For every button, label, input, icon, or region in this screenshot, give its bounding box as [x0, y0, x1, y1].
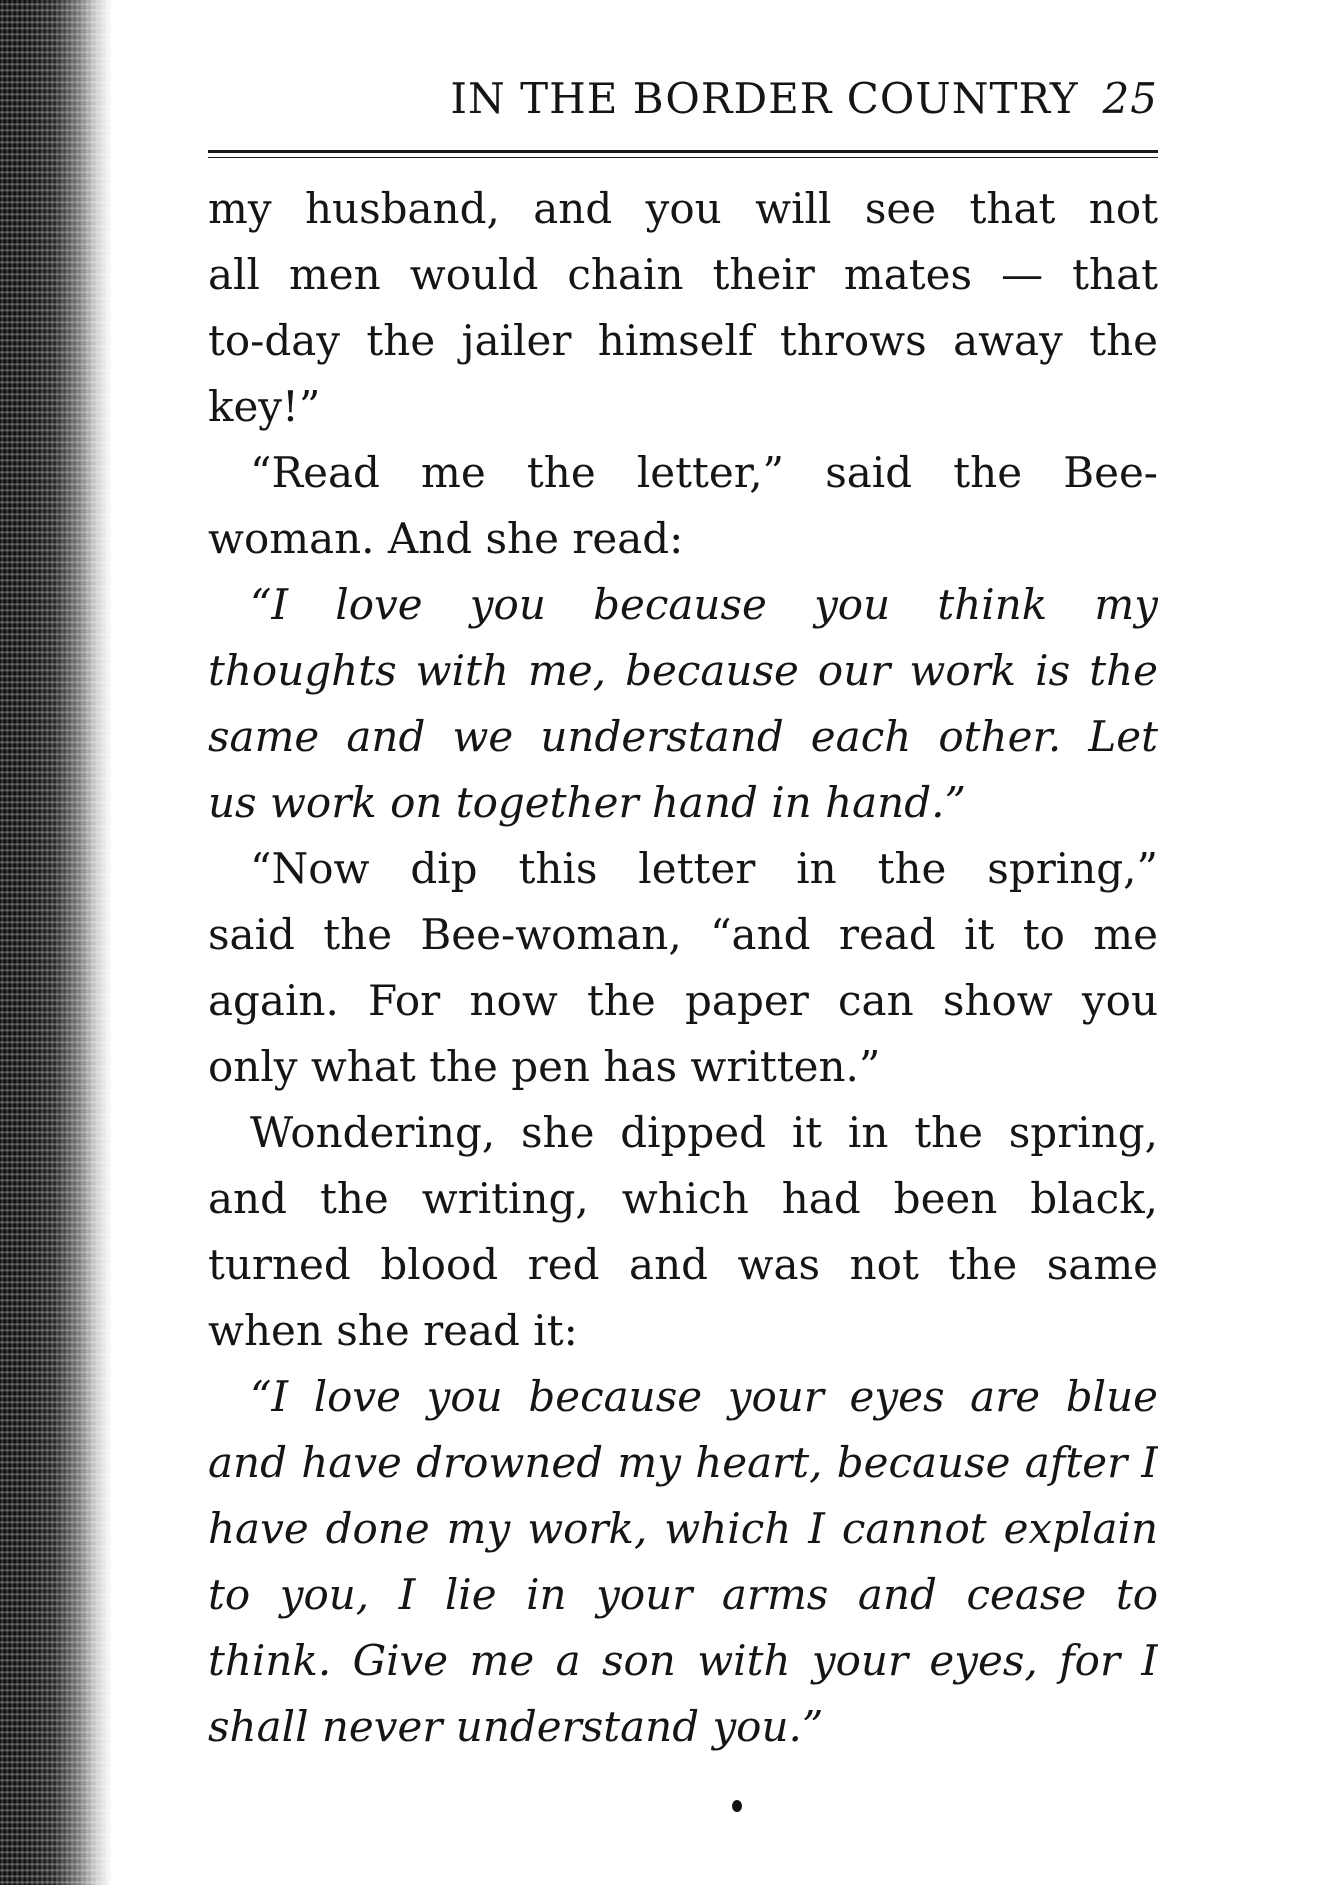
letter-line: have done my work, which I cannot explain [208, 1504, 1158, 1553]
text-line: Wondering, she dipped it in the spring, [250, 1108, 1158, 1157]
text-line: “Read me the letter,” said the Bee- [250, 448, 1158, 497]
text-line: turned blood red and was not the same [208, 1240, 1158, 1289]
running-head [208, 74, 1158, 140]
scanned-binding-edge [0, 0, 112, 1885]
text-line: to-day the jailer himself throws away the [208, 316, 1158, 365]
letter-line: to you, I lie in your arms and cease to [208, 1570, 1158, 1619]
letter-line: “I love you because you think my [250, 580, 1158, 629]
letter-line: thoughts with me, because our work is the [208, 646, 1158, 695]
text-line: “Now dip this letter in the spring,” [250, 844, 1158, 893]
letter-line: and have drowned my heart, because after I [208, 1438, 1158, 1487]
page-number: 25 [1102, 74, 1158, 123]
body-text [208, 176, 1158, 1760]
text-line: when she read it: [208, 1306, 578, 1355]
text-line: again. For now the paper can show you [208, 976, 1158, 1025]
text-line: said the Bee-woman, “and read it to me [208, 910, 1158, 959]
text-line: and the writing, which had been black, [208, 1174, 1158, 1223]
text-line: all men would chain their mates — that [208, 250, 1158, 299]
book-page [208, 74, 1158, 1760]
text-line: key!” [208, 382, 321, 431]
text-line: my husband, and you will see that not [208, 184, 1158, 233]
letter-line: same and we understand each other. Let [208, 712, 1158, 761]
running-title: IN THE BORDER COUNTRY [450, 74, 1079, 123]
letter-line: us work on together hand in hand.” [208, 778, 966, 827]
letter-line: “I love you because your eyes are blue [250, 1372, 1158, 1421]
text-line: woman. And she read: [208, 514, 684, 563]
ink-dot-mark [732, 1800, 742, 1812]
letter-line: shall never understand you.” [208, 1702, 824, 1751]
header-rule-thick [208, 150, 1158, 153]
text-line: only what the pen has written.” [208, 1042, 881, 1091]
letter-line: think. Give me a son with your eyes, for I [208, 1636, 1158, 1685]
header-rule-thin [208, 157, 1158, 158]
